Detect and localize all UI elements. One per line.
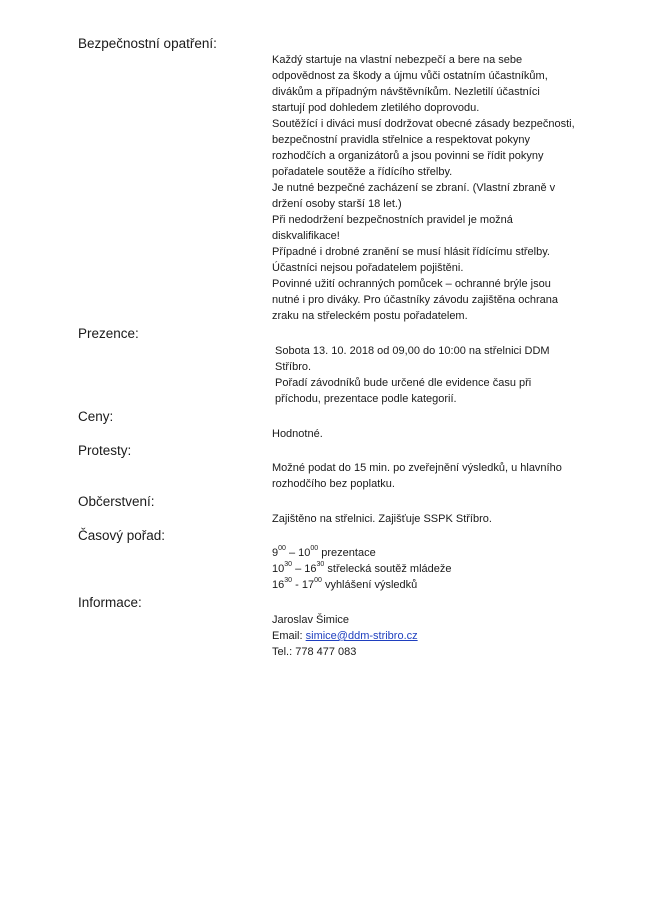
schedule-list bbox=[272, 545, 612, 593]
safety-line: Povinné užití ochranných pomůcek – ochranné brýle jsou bbox=[272, 278, 551, 290]
protests-line: rozhodčího bez poplatku. bbox=[272, 478, 395, 490]
safety-line: Soutěžící i diváci musí dodržovat obecné zásady bezpečnosti, bbox=[272, 118, 575, 130]
safety-line: zraku na střeleckém postu pořadatelem. bbox=[272, 310, 468, 322]
safety-line: držení osoby starší 18 let.) bbox=[272, 198, 402, 210]
schedule-item: $9^{00} - 10^{00}$ prezentace bbox=[272, 545, 376, 559]
safety-text bbox=[272, 52, 612, 324]
info-heading: Informace: bbox=[78, 595, 142, 610]
safety-line: odpovědnost za škody a újmu vůči ostatním účastníkům, bbox=[272, 70, 548, 82]
prizes-text bbox=[272, 426, 612, 442]
safety-line: rozhodčích a organizátorů a jsou povinni se řídit pokyny bbox=[272, 150, 544, 162]
protests-heading: Protesty: bbox=[78, 443, 132, 458]
schedule-item: $16^{30} - 17^{00}$ vyhlášení výsledků bbox=[272, 577, 418, 591]
schedule-item: $10^{30} - 16^{30}$ střelecká soutěž mládeže bbox=[272, 561, 452, 575]
safety-line: Případné i drobné zranění se musí hlásit řídícímu střelby. bbox=[272, 246, 550, 258]
contact-phone: Tel.: 778 477 083 bbox=[272, 646, 357, 658]
safety-line: bezpečnostní pravidla střelnice a respektovat pokyny bbox=[272, 134, 531, 146]
safety-line: Každý startuje na vlastní nebezpečí a bere na sebe bbox=[272, 54, 523, 66]
presence-line: Sobota 13. 10. 2018 od 09,00 do 10:00 na střelnici DDM bbox=[275, 345, 550, 357]
safety-line: diskvalifikace! bbox=[272, 230, 340, 242]
safety-line: Je nutné bezpečné zacházení se zbraní. (Vlastní zbraně v bbox=[272, 182, 556, 194]
contact-email-line bbox=[272, 628, 612, 644]
info-contact bbox=[272, 612, 612, 660]
safety-line: startují pod dohledem zletilého doprovodu. bbox=[272, 102, 480, 114]
presence-heading: Prezence: bbox=[78, 326, 139, 341]
safety-line: Účastníci nejsou pořadatelem pojištěni. bbox=[272, 262, 464, 274]
refreshments-text bbox=[272, 511, 612, 527]
presence-text bbox=[272, 343, 615, 407]
safety-line: divákům a případným návštěvníkům. Nezletilí účastníci bbox=[272, 86, 540, 98]
refreshments-line: Zajištěno na střelnici. Zajišťuje SSPK Stříbro. bbox=[272, 513, 492, 525]
email-link[interactable]: simice@ddm-stribro.cz bbox=[305, 630, 418, 642]
prizes-line: Hodnotné. bbox=[272, 428, 323, 440]
contact-name: Jaroslav Šimice bbox=[272, 614, 350, 626]
refreshments-heading: Občerstvení: bbox=[78, 494, 155, 509]
safety-line: nutné i pro diváky. Pro účastníky závodu zajištěna ochrana bbox=[272, 294, 558, 306]
schedule-heading: Časový pořad: bbox=[78, 528, 166, 543]
safety-heading: Bezpečnostní opatření: bbox=[78, 36, 217, 51]
email-label: Email: bbox=[272, 630, 303, 642]
prizes-heading: Ceny: bbox=[78, 409, 114, 424]
safety-line: Při nedodržení bezpečnostních pravidel je možná bbox=[272, 214, 513, 226]
safety-line: pořadatele soutěže a řídícího střelby. bbox=[272, 166, 453, 178]
protests-text bbox=[272, 460, 612, 492]
presence-line: Stříbro. bbox=[275, 361, 312, 373]
protests-line: Možné podat do 15 min. po zveřejnění výsledků, u hlavního bbox=[272, 462, 562, 474]
presence-line: Pořadí závodníků bude určené dle evidence času při bbox=[275, 377, 532, 389]
presence-line: příchodu, prezentace podle kategorií. bbox=[275, 393, 457, 405]
